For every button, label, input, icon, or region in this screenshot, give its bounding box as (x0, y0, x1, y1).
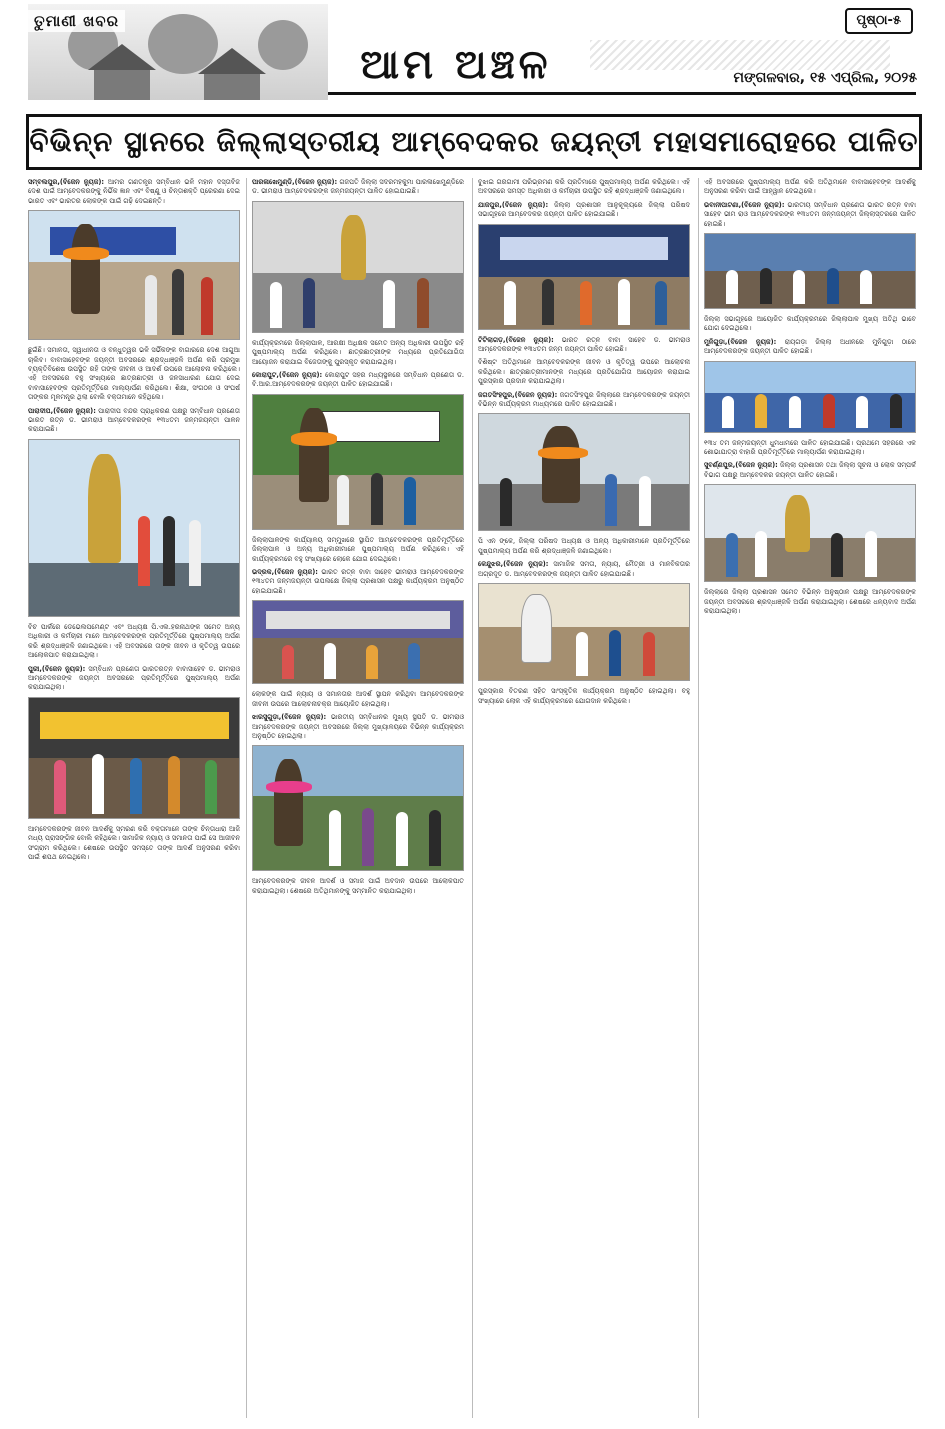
news-photo (252, 600, 464, 684)
story-text: ଭାରତୀୟ ସମ୍ବିଧାନର ମୁଖ୍ୟ ସ୍ଥପତି ଡ. ଭୀମରାଓ ଆମ୍ବେଦକରଙ୍କ ଜୟନ୍ତୀ ଅବସରରେ ଜିଲ୍ଲା ମୁଖ୍ୟାଳୟରେ ବିଭିନ୍ନ କାର୍ଯ୍ୟକ୍ରମ ଅନୁଷ୍ଠିତ ହୋଇଥିଲା। (252, 713, 464, 740)
story-paragraph (704, 338, 916, 357)
story-dateline: ଭଦ୍ରକ,(ବିଜେନ ନ୍ୟୁଜ): (252, 568, 318, 577)
story-paragraph (704, 439, 916, 458)
story-text: ଭାରତ ରତ୍ନ ବାବା ସାହେବ ଭୀମରାଓ ଆମ୍ବେଦକରଙ୍କ ୧୩୪ତମ ଜନ୍ମଜୟନ୍ତୀ ଉପଲକ୍ଷେ ଜିଲ୍ଲା ପ୍ରଶାସନ ପକ୍ଷରୁ କାର୍ଯ୍ୟକ୍ରମ ଅନୁଷ୍ଠିତ ହୋଇଯାଇଛି। (252, 568, 464, 595)
story-text: ଭାରତୀୟ ସମ୍ବିଧାନ ପ୍ରଣେତା ଭାରତ ରତ୍ନ ବାବା ସାହେବ ଭୀମ ରାଓ ଆମ୍ବେଦକରଙ୍କ ୧୩୪ତମ ଜନ୍ମଜୟନ୍ତୀ ଜିଲ୍ଲାସ୍ତରରେ ପାଳିତ ହୋଇଛି। (704, 200, 916, 228)
masthead-pattern (590, 40, 890, 70)
story-text: ଆମର ଗଣତନ୍ତ୍ର ସମ୍ବିଧାନ ଭଳି ମହାନ ଦସ୍ତାବିଜ ଦେଶ ପାଇଁ ଆମ୍ବେଦକରଙ୍କୁ ନିର୍ଭିକ ଜ୍ଞାନ ଏବଂ ବିଷ୍ଣୁ ଓ ଚିନ୍ତାଶକ୍ତି ପ୍ରେରଣା ଦେଇ ଭାରତ ଏବଂ ଭାରତର ଲୋକଙ୍କ ପାଇଁ ଗଢ଼ି ଦେଇଛନ୍ତି। (28, 178, 240, 205)
news-photo (252, 745, 464, 871)
news-photo (478, 583, 690, 681)
masthead-rule (328, 92, 916, 95)
story-paragraph (478, 687, 690, 706)
story-text: ଛୁଇଁଛି। ସମାନତା, ସ୍ୱାଧୀନତା ଓ ବନ୍ଧୁତ୍ୱର ଭଳି ସର୍ଭିକଙ୍କ ବାଗାରରେ ଦେଶ ଆଗୁଆ ଚାଲିବ। ବାବାସାହେବଙ୍କ ଜୟନ୍ତୀ ଅବସରରେ ଶ୍ରଦ୍ଧାଞ୍ଜଳି ଅର୍ପଣ କରି ପ୍ରମୁଖ ବ୍ୟକ୍ତିବିଶେଷ ଉପସ୍ଥିତ ରହି ତାଙ୍କ ଜୀବନୀ ଓ ଆଦର୍ଶ ଉପରେ ଆଲୋଚନା କରିଥିଲେ। ଏହି ଅବସରରେ ବହୁ ସଂଖ୍ୟାରେ ଛାତ୍ରଛାତ୍ରୀ ଓ ଜନସାଧାରଣ ଯୋଗ ଦେଇ ବାବାସାହେବଙ୍କ ପ୍ରତିମୂର୍ତ୍ତିରେ ମାଲ୍ୟାର୍ପଣ କରିଥିଲେ। ଶିକ୍ଷା, ସଂଗଠନ ଓ ସଂଘର୍ଷ ତାଙ୍କର ମୂଳମନ୍ତ୍ର ଥିଲା ବୋଲି ବକ୍ତାମାନେ କହିଥିଲେ। (28, 346, 240, 402)
story-text: ବିଚ ପାର୍କରେ ଡେଭେଲପମେଣ୍ଟ ଏବଂ ଅଧ୍ୟକ୍ଷ ପି.ଏଲ.ହରନାଥଙ୍କ ସମେତ ଅନ୍ୟ ଅଧିକାରୀ ଓ କର୍ମଚାରୀ ମାନେ ଆମ୍ବେଦକରଙ୍କ ପ୍ରତିମୂର୍ତ୍ତିରେ ପୁଷ୍ପମାଲ୍ୟ ଅର୍ପଣ କରି ଶ୍ରଦ୍ଧାଞ୍ଜଳି ଜଣାଇଥିଲେ। ଏହି ଅବସରରେ ତାଙ୍କ ଜୀବନ ଓ କୃତିତ୍ୱ ଉପରେ ଆଲୋକପାତ କରାଯାଇଥିଲା। (28, 622, 240, 660)
story-text: ଆମ୍ବେଦକରଙ୍କ ଜୀବନ ଆଦର୍ଶକୁ ସ୍ମରଣ କରି ବକ୍ତାମାନେ ତାଙ୍କ ଚିନ୍ତାଧାରା ଆଜି ମଧ୍ୟ ପ୍ରାସଙ୍ଗିକ ବୋଲି କହିଥିଲେ। ସାମାଜିକ ନ୍ୟାୟ ଓ ସମାନତା ପାଇଁ ସେ ଆଜୀବନ ସଂଗ୍ରାମ କରିଥିଲେ। ଶେଷରେ ଉପସ୍ଥିତ ସମସ୍ତେ ତାଙ୍କ ଆଦର୍ଶ ଅନୁସରଣ କରିବା ପାଇଁ ଶପଥ ନେଇଥିଲେ। (28, 824, 240, 861)
news-photo (478, 413, 690, 531)
story-paragraph (252, 690, 464, 709)
news-photo (28, 697, 240, 819)
main-headline: ବିଭିନ୍ନ ସ୍ଥାନରେ ଜିଲ୍ଲାସ୍ତରୀୟ ଆମ୍ବେଦକର ଜୟନ୍ତୀ ମହାସମାରୋହରେ ପାଳିତ (26, 114, 922, 170)
column-divider (246, 178, 247, 1418)
story-paragraph (478, 178, 690, 197)
story-text: ୧୩୪ ତମ ଜନ୍ମଜୟନ୍ତୀ ଧୁମଧାମରେ ପାଳିତ ହୋଇଯାଇଛି। ପ୍ରଥମେ ସହରରେ ଏକ ଶୋଭାଯାତ୍ରା ବାହାରି ପ୍ରତିମୂର୍ତ୍ତିରେ ମାଲ୍ୟାର୍ପଣ କରାଯାଇଥିଲା। (704, 438, 916, 457)
masthead-village-illustration (28, 4, 328, 100)
section-title: ଆମ ଅଞ୍ଚଳ (360, 42, 552, 88)
story-dateline: ସମ୍ବଲପୁର,(ବିଜେନ ନ୍ୟୁଜ): (28, 178, 105, 186)
story-dateline: କୋରାପୁଟ,(ବିଜେନ ନ୍ୟୁଜ): (252, 371, 323, 380)
story-text: କାର୍ଯ୍ୟକ୍ରମରେ ଜିଲ୍ଲାପାଳ, ଆରକ୍ଷୀ ଅଧିକ୍ଷକ ସମେତ ଅନ୍ୟ ଅଧିକାରୀ ଉପସ୍ଥିତ ରହି ପୁଷ୍ପମାଲ୍ୟ ଅର୍ପଣ କରିଥିଲେ। ଛାତ୍ରଛାତ୍ରୀଙ୍କ ମଧ୍ୟରେ ପ୍ରତିଯୋଗିତା ଆୟୋଜନ କରାଯାଇ ବିଜେତାଙ୍କୁ ପୁରସ୍କୃତ କରାଯାଇଥିଲା। (252, 338, 464, 366)
story-dateline: ସୁବର୍ଣ୍ଣପୁର,(ବିଜେନ ନ୍ୟୁଜ): (704, 461, 778, 470)
news-photo (704, 361, 916, 433)
story-dateline: ଯାଜପୁର,(ବିଜେନ ନ୍ୟୁଜ): (478, 200, 549, 209)
column-1 (28, 178, 240, 1418)
story-dateline: ପାରାଦୀପ,(ବିଜେନ ନ୍ୟୁଜ): (28, 406, 96, 415)
story-text: ଜିଲ୍ଲା ସଭାଗୃହରେ ଆୟୋଜିତ କାର୍ଯ୍ୟକ୍ରମରେ ଜିଲ୍ଲାପାଳ ମୁଖ୍ୟ ଅତିଥି ଭାବେ ଯୋଗ ଦେଇଥିଲେ। (704, 315, 916, 333)
story-text: ରାୟଗଡ଼ା ଜିଲ୍ଲା ଅଧୀନରେ ମୁନିଗୁଡ଼ା ଠାରେ ଆମ୍ବେଦକରଙ୍କ ଜୟନ୍ତୀ ପାଳିତ ହୋଇଛି। (704, 337, 916, 356)
story-paragraph (704, 201, 916, 229)
story-dateline: ପୁରୀ,(ବିଜେନ ନ୍ୟୁଜ): (28, 664, 86, 673)
story-text: ଜଗତସିଂହପୁର ଜିଲ୍ଲାରେ ଆମ୍ବେଦକରଙ୍କ ଜୟନ୍ତୀ ବିଭିନ୍ନ କାର୍ଯ୍ୟକ୍ରମ ମାଧ୍ୟମରେ ପାଳିତ ହୋଇଯାଇଛି। (478, 390, 690, 409)
story-text: ଜିଲ୍ଲା ପ୍ରଶାସନ ତଥା ଜିଲ୍ଲା ସୂଚନା ଓ ଲୋକ ସମ୍ପର୍କ ବିଭାଗ ପକ୍ଷରୁ ଆମ୍ବେଦକର ଜୟନ୍ତୀ ପାଳିତ ହୋଇଛି। (704, 461, 916, 479)
story-paragraph (478, 560, 690, 579)
story-paragraph (28, 665, 240, 693)
column-3 (478, 178, 690, 1418)
column-4 (704, 178, 916, 1418)
masthead (0, 0, 945, 104)
news-photo (252, 201, 464, 333)
story-text: କୋରାପୁଟ ସହର ମଧ୍ୟସ୍ଥଳରେ ସମ୍ବିଧାନ ପ୍ରଣେତା ଡ. ବି.ଆର.ଆମ୍ବେଦକରଙ୍କ ଜୟନ୍ତୀ ପାଳିତ ହୋଇଯାଇଛି। (252, 371, 464, 389)
story-paragraph (252, 178, 464, 197)
issue-date: ମଙ୍ଗଳବାର, ୧୫ ଏପ୍ରିଲ, ୨୦୨୫ (733, 70, 917, 86)
story-dateline: ଭବାନୀପାଟଣା,(ବିଜେନ ନ୍ୟୁଜ): (704, 200, 785, 209)
newspaper-brand: ତୁମାଣୀ ଖବର (28, 10, 125, 32)
story-text: ବିଶିଷ୍ଟ ଅତିଥିମାନେ ଆମ୍ବେଦକରଙ୍କ ଜୀବନ ଓ କୃତିତ୍ୱ ଉପରେ ଆଲୋଚନା କରିଥିଲେ। ଛାତ୍ରଛାତ୍ରୀମାନଙ୍କ ମଧ୍ୟରେ ପ୍ରତିଯୋଗିତା ଆୟୋଜନ କରାଯାଇ ପୁରସ୍କାର ପ୍ରଦାନ କରାଯାଇଥିଲା। (478, 358, 690, 386)
story-paragraph (252, 536, 464, 564)
story-dateline: ପାରଳାଖେମୁଣ୍ଡି,(ବିଜେନ ନ୍ୟୁଜ): (252, 178, 338, 186)
story-dateline: କେନ୍ଦୁଝର,(ବିଜେନ ନ୍ୟୁଜ): (478, 560, 549, 569)
story-paragraph (704, 178, 916, 197)
story-paragraph (252, 371, 464, 390)
story-text: ଗଜପତି ଜିଲ୍ଲା ସଦରମହକୁମା ପାରଳାଖେମୁଣ୍ଡିରେ ଡ. ଭୀମରାଓ ଆମ୍ବେଦକରଙ୍କ ଜନ୍ମଜୟନ୍ତୀ ପାଳିତ ହୋଇଯାଇଛି। (252, 178, 464, 196)
news-photo (28, 439, 240, 617)
story-text: ବୁଝାଇ ଗରଗାମୀ ପରିଭ୍ରମଣ କରି ପ୍ରତିମାରେ ପୁଷ୍ପମାଲ୍ୟ ଅର୍ପଣ କରିଥିଲେ। ଏହି ଅବସରରେ ସମସ୍ତ ଅଧିକାରୀ ଓ କର୍ମଚାରୀ ଉପସ୍ଥିତ ରହି ଶ୍ରଦ୍ଧାଞ୍ଜଳି ଜଣାଇଥିଲେ। (478, 178, 690, 196)
story-text: ଜିଲ୍ଲା ପ୍ରଶାସନ ଆନୁକୂଲ୍ୟରେ ଜିଲ୍ଲା ପରିଷଦ ସଭାଗୃହରେ ଆମ୍ବେଦକର ଜୟନ୍ତୀ ପାଳିତ ହୋଇଯାଇଛି। (478, 200, 690, 219)
story-paragraph (478, 201, 690, 220)
story-paragraph (252, 713, 464, 741)
story-paragraph (704, 588, 916, 616)
story-paragraph (28, 407, 240, 435)
story-text: ଜିଲ୍ଲାପାଳଙ୍କ କାର୍ଯ୍ୟାଳୟ ସମ୍ମୁଖରେ ସ୍ଥାପିତ ଆମ୍ବେଦକରଙ୍କ ପ୍ରତିମୂର୍ତ୍ତିରେ ଜିଲ୍ଲାପାଳ ଓ ଅନ୍ୟ ଅଧିକାରୀମାନେ ପୁଷ୍ପମାଲ୍ୟ ଅର୍ପଣ କରିଥିଲେ। ଏହି କାର୍ଯ୍ୟକ୍ରମରେ ବହୁ ସଂଖ୍ୟାରେ ଲୋକେ ଯୋଗ ଦେଇଥିଲେ। (252, 535, 464, 563)
story-text: ଲୋକଙ୍କ ପାଇଁ ନ୍ୟାୟ ଓ ସମାନତାର ଆଦର୍ଶ ସ୍ଥାପନ କରିଥିବା ଆମ୍ବେଦକରଙ୍କ ଜୀବନୀ ଉପରେ ଆଲୋଚନାଚକ୍ର ଆୟୋଜିତ ହୋଇଥିଲା। (252, 690, 464, 708)
story-text: ପି ଏନ ଙ୍କେ, ଜିଲ୍ଲା ପରିଷଦ ଅଧ୍ୟକ୍ଷ ଓ ଅନ୍ୟ ଅଧିକାରୀମାନେ ପ୍ରତିମୂର୍ତ୍ତିରେ ପୁଷ୍ପମାଲ୍ୟ ଅର୍ପଣ କରି ଶ୍ରଦ୍ଧାଞ୍ଜଳି ଜଣାଇଥିଲେ। (478, 537, 690, 555)
story-paragraph (704, 315, 916, 334)
column-2 (252, 178, 464, 1418)
story-text: ଭାରତ ରତ୍ନ ବାବା ସାହେବ ଡ. ଭୀମରାଓ ଆମ୍ବେଦକରଙ୍କ ୧୩୪ତମ ଜନ୍ମ ଜୟନ୍ତୀ ପାଳିତ ହୋଇଛି। (478, 335, 690, 354)
story-paragraph (478, 391, 690, 410)
news-photo (704, 484, 916, 582)
story-text: ସମ୍ବିଧାନ ପ୍ରଣେତା ଭାରତରତ୍ନ ବାବାସାହେବ ଡ. ଭୀମରାଓ ଆମ୍ବେଦକରଙ୍କ ଜୟନ୍ତୀ ଅବସରରେ ପ୍ରତିମୂର୍ତ୍ତିରେ ପୁଷ୍ପମାଲ୍ୟ ଅର୍ପଣ କରାଯାଇଥିଲା। (28, 664, 240, 692)
news-photo (252, 394, 464, 530)
story-text: ସାମାଜିକ ସମତା, ନ୍ୟାୟ, ମୈତ୍ରୀ ଓ ମାନବିକତାର ଅଗ୍ରଦୂତ ଡ. ଆମ୍ବେଦକରଙ୍କ ଜୟନ୍ତୀ ପାଳିତ ହୋଇଯାଇଛି। (478, 560, 690, 578)
story-paragraph (478, 336, 690, 355)
story-dateline: ମୁନିଗୁଡ଼ା,(ବିଜେନ ନ୍ୟୁଜ): (704, 337, 777, 346)
page-bottom-margin (0, 1418, 945, 1429)
news-photo (478, 224, 690, 330)
news-photo (28, 210, 240, 340)
story-paragraph (252, 877, 464, 896)
story-paragraph (252, 568, 464, 596)
story-text: ପୁରସ୍କାର ବିତରଣ ସହିତ ସାଂସ୍କୃତିକ କାର୍ଯ୍ୟକ୍ରମ ଅନୁଷ୍ଠିତ ହୋଇଥିଲା। ବହୁ ସଂଖ୍ୟାରେ ଲୋକ ଏହି କାର୍ଯ୍ୟକ୍ରମରେ ଯୋଗଦାନ କରିଥିଲେ। (478, 687, 690, 705)
story-text: ପାରାଦୀପ ବନ୍ଦର ପ୍ରାଧିକରଣ ପକ୍ଷରୁ ସମ୍ବିଧାନ ପ୍ରଣେତା ଭାରତ ରତ୍ନ ଡ. ଭୀମରାଓ ଆମ୍ବେଦକରଙ୍କ ୧୩୪ତମ ଜନ୍ମଜୟନ୍ତୀ ପାଳନ କରାଯାଇଛି। (28, 406, 240, 434)
story-text: ଏହି ଅବସରରେ ପୁଷ୍ପମାଲ୍ୟ ଅର୍ପଣ କରି ଅତିଥିମାନେ ବାବାସାହେବଙ୍କ ଆଦର୍ଶକୁ ଅନୁସରଣ କରିବା ପାଇଁ ଆହ୍ୱାନ ଦେଇଥିଲେ। (704, 178, 916, 196)
story-paragraph (28, 346, 240, 402)
story-paragraph (478, 537, 690, 556)
column-divider (698, 178, 699, 1418)
story-paragraph (252, 339, 464, 367)
story-dateline: ଜଗତସିଂହପୁର,(ବିଜେନ ନ୍ୟୁଜ): (478, 390, 558, 399)
story-paragraph (478, 358, 690, 386)
story-paragraph (28, 825, 240, 863)
story-paragraph (28, 178, 240, 206)
story-text: ଆମ୍ବେଦକରଙ୍କ ଜୀବନ ଆଦର୍ଶ ଓ ସମାଜ ପାଇଁ ଅବଦାନ ଉପରେ ଆଲୋକପାତ କରାଯାଇଥିଲା। ଶେଷରେ ଅତିଥିମାନଙ୍କୁ ସମ୍ମାନିତ କରାଯାଇଥିଲା। (252, 877, 464, 895)
story-dateline: ଟିଟିଲାଗଡ଼,(ବିଜେନ ନ୍ୟୁଜ): (478, 335, 554, 344)
story-paragraph (28, 623, 240, 661)
story-dateline: ଝାରସୁଗୁଡ଼ା,(ବିଜେନ ନ୍ୟୁଜ): (252, 713, 327, 722)
page-number-label: ପୃଷ୍ଠା-୫ (845, 8, 913, 34)
column-divider (472, 178, 473, 1418)
story-text: ଜିଲ୍ଲାରେ ଜିଲ୍ଲା ପ୍ରଶାସନ ସମେତ ବିଭିନ୍ନ ଅନୁଷ୍ଠାନ ପକ୍ଷରୁ ଆମ୍ବେଦକରଙ୍କ ଜୟନ୍ତୀ ଅବସରରେ ଶ୍ରଦ୍ଧାଞ୍ଜଳି ଅର୍ପଣ କରାଯାଇଥିଲା। ଶେଷରେ ଧନ୍ୟବାଦ ଅର୍ପଣ କରାଯାଇଥିଲା। (704, 588, 916, 616)
story-paragraph (704, 461, 916, 480)
news-photo (704, 233, 916, 309)
